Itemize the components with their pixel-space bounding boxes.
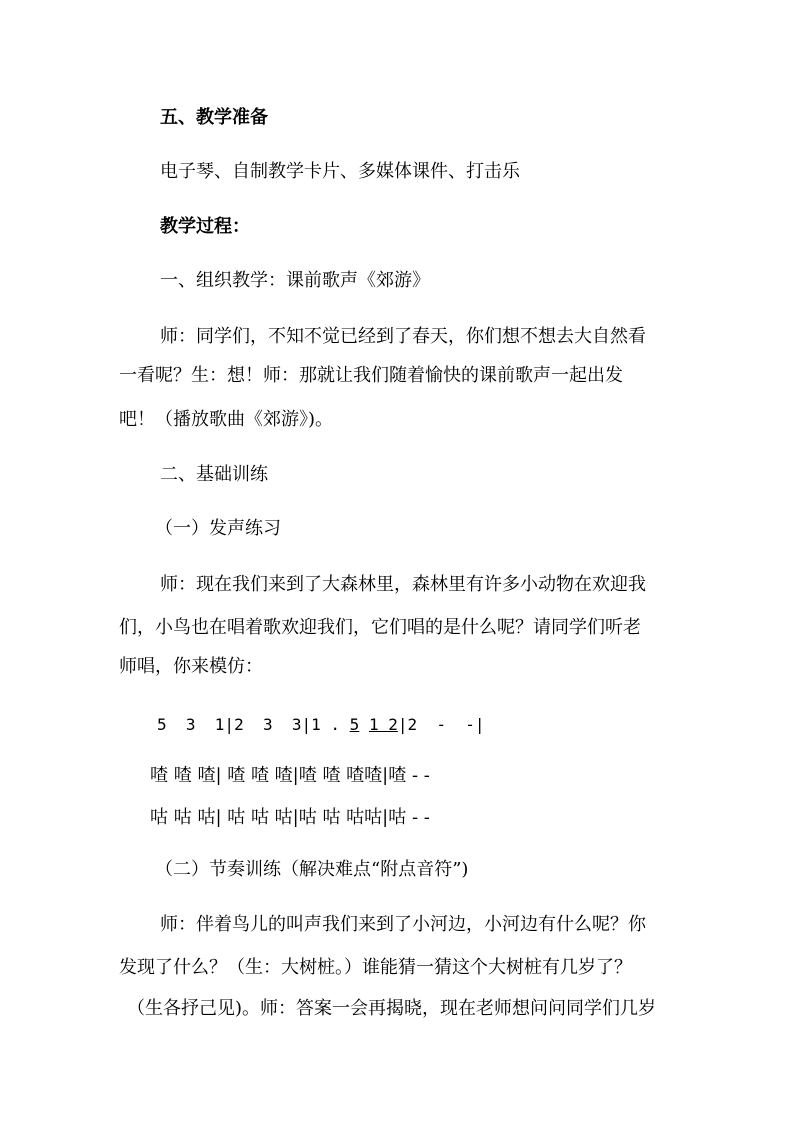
paragraph-line: 一看呢？生：想！师：那就让我们随着愉快的课前歌声一起出发 <box>119 365 623 386</box>
heading-teaching-preparation: 五、教学准备 <box>160 107 268 128</box>
lyrics-line-gu: 咕 咕 咕| 咕 咕 咕|咕 咕 咕咕|咕 - - <box>150 807 430 828</box>
notation-gap <box>359 715 369 734</box>
section-two-title: 二、基础训练 <box>160 464 268 485</box>
paragraph-line: （生各抒己见)。师：答案一会再揭晓，现在老师想问问同学们几岁 <box>127 998 657 1019</box>
paragraph-line: 们，小鸟也在唱着歌欢迎我们，它们唱的是什么呢？请同学们听老 <box>119 617 641 638</box>
subsection-rhythm-training-title: （二）节奏训练（解决难点“附点音符”) <box>155 859 469 880</box>
paragraph-line: 师：现在我们来到了大森林里，森林里有许多小动物在欢迎我 <box>160 574 646 595</box>
lyrics-line-zha: 喳 喳 喳| 喳 喳 喳|喳 喳 喳喳|喳 - - <box>150 765 430 786</box>
paragraph-line: 师：同学们，不知不觉已经到了春天，你们想不想去大自然看 <box>160 326 646 347</box>
notation-underlined-note: 5 <box>349 715 360 734</box>
heading-teaching-process: 教学过程： <box>160 216 250 237</box>
paragraph-line: 吧！（播放歌曲《郊游》)。 <box>119 409 334 430</box>
preparation-items: 电子琴、自制教学卡片、多媒体课件、打击乐 <box>160 161 520 182</box>
section-one-title: 一、组织教学：课前歌声《郊游》 <box>160 270 430 291</box>
paragraph-line: 师：伴着鸟儿的叫声我们来到了小河边，小河边有什么呢？你 <box>160 914 646 935</box>
paragraph-line: 师唱，你来模仿： <box>119 656 263 677</box>
notation-segment: |2 - -| <box>397 715 485 734</box>
notation-segment: 5 3 1|2 3 3|1 . <box>157 715 350 734</box>
notation-underlined-notes: 1 2 <box>368 715 398 734</box>
music-notation <box>157 713 485 737</box>
paragraph-line: 发现了什么？（生：大树桩。）谁能猜一猜这个大树桩有几岁了？ <box>119 957 632 978</box>
subsection-vocal-practice-title: （一）发声练习 <box>155 518 281 539</box>
